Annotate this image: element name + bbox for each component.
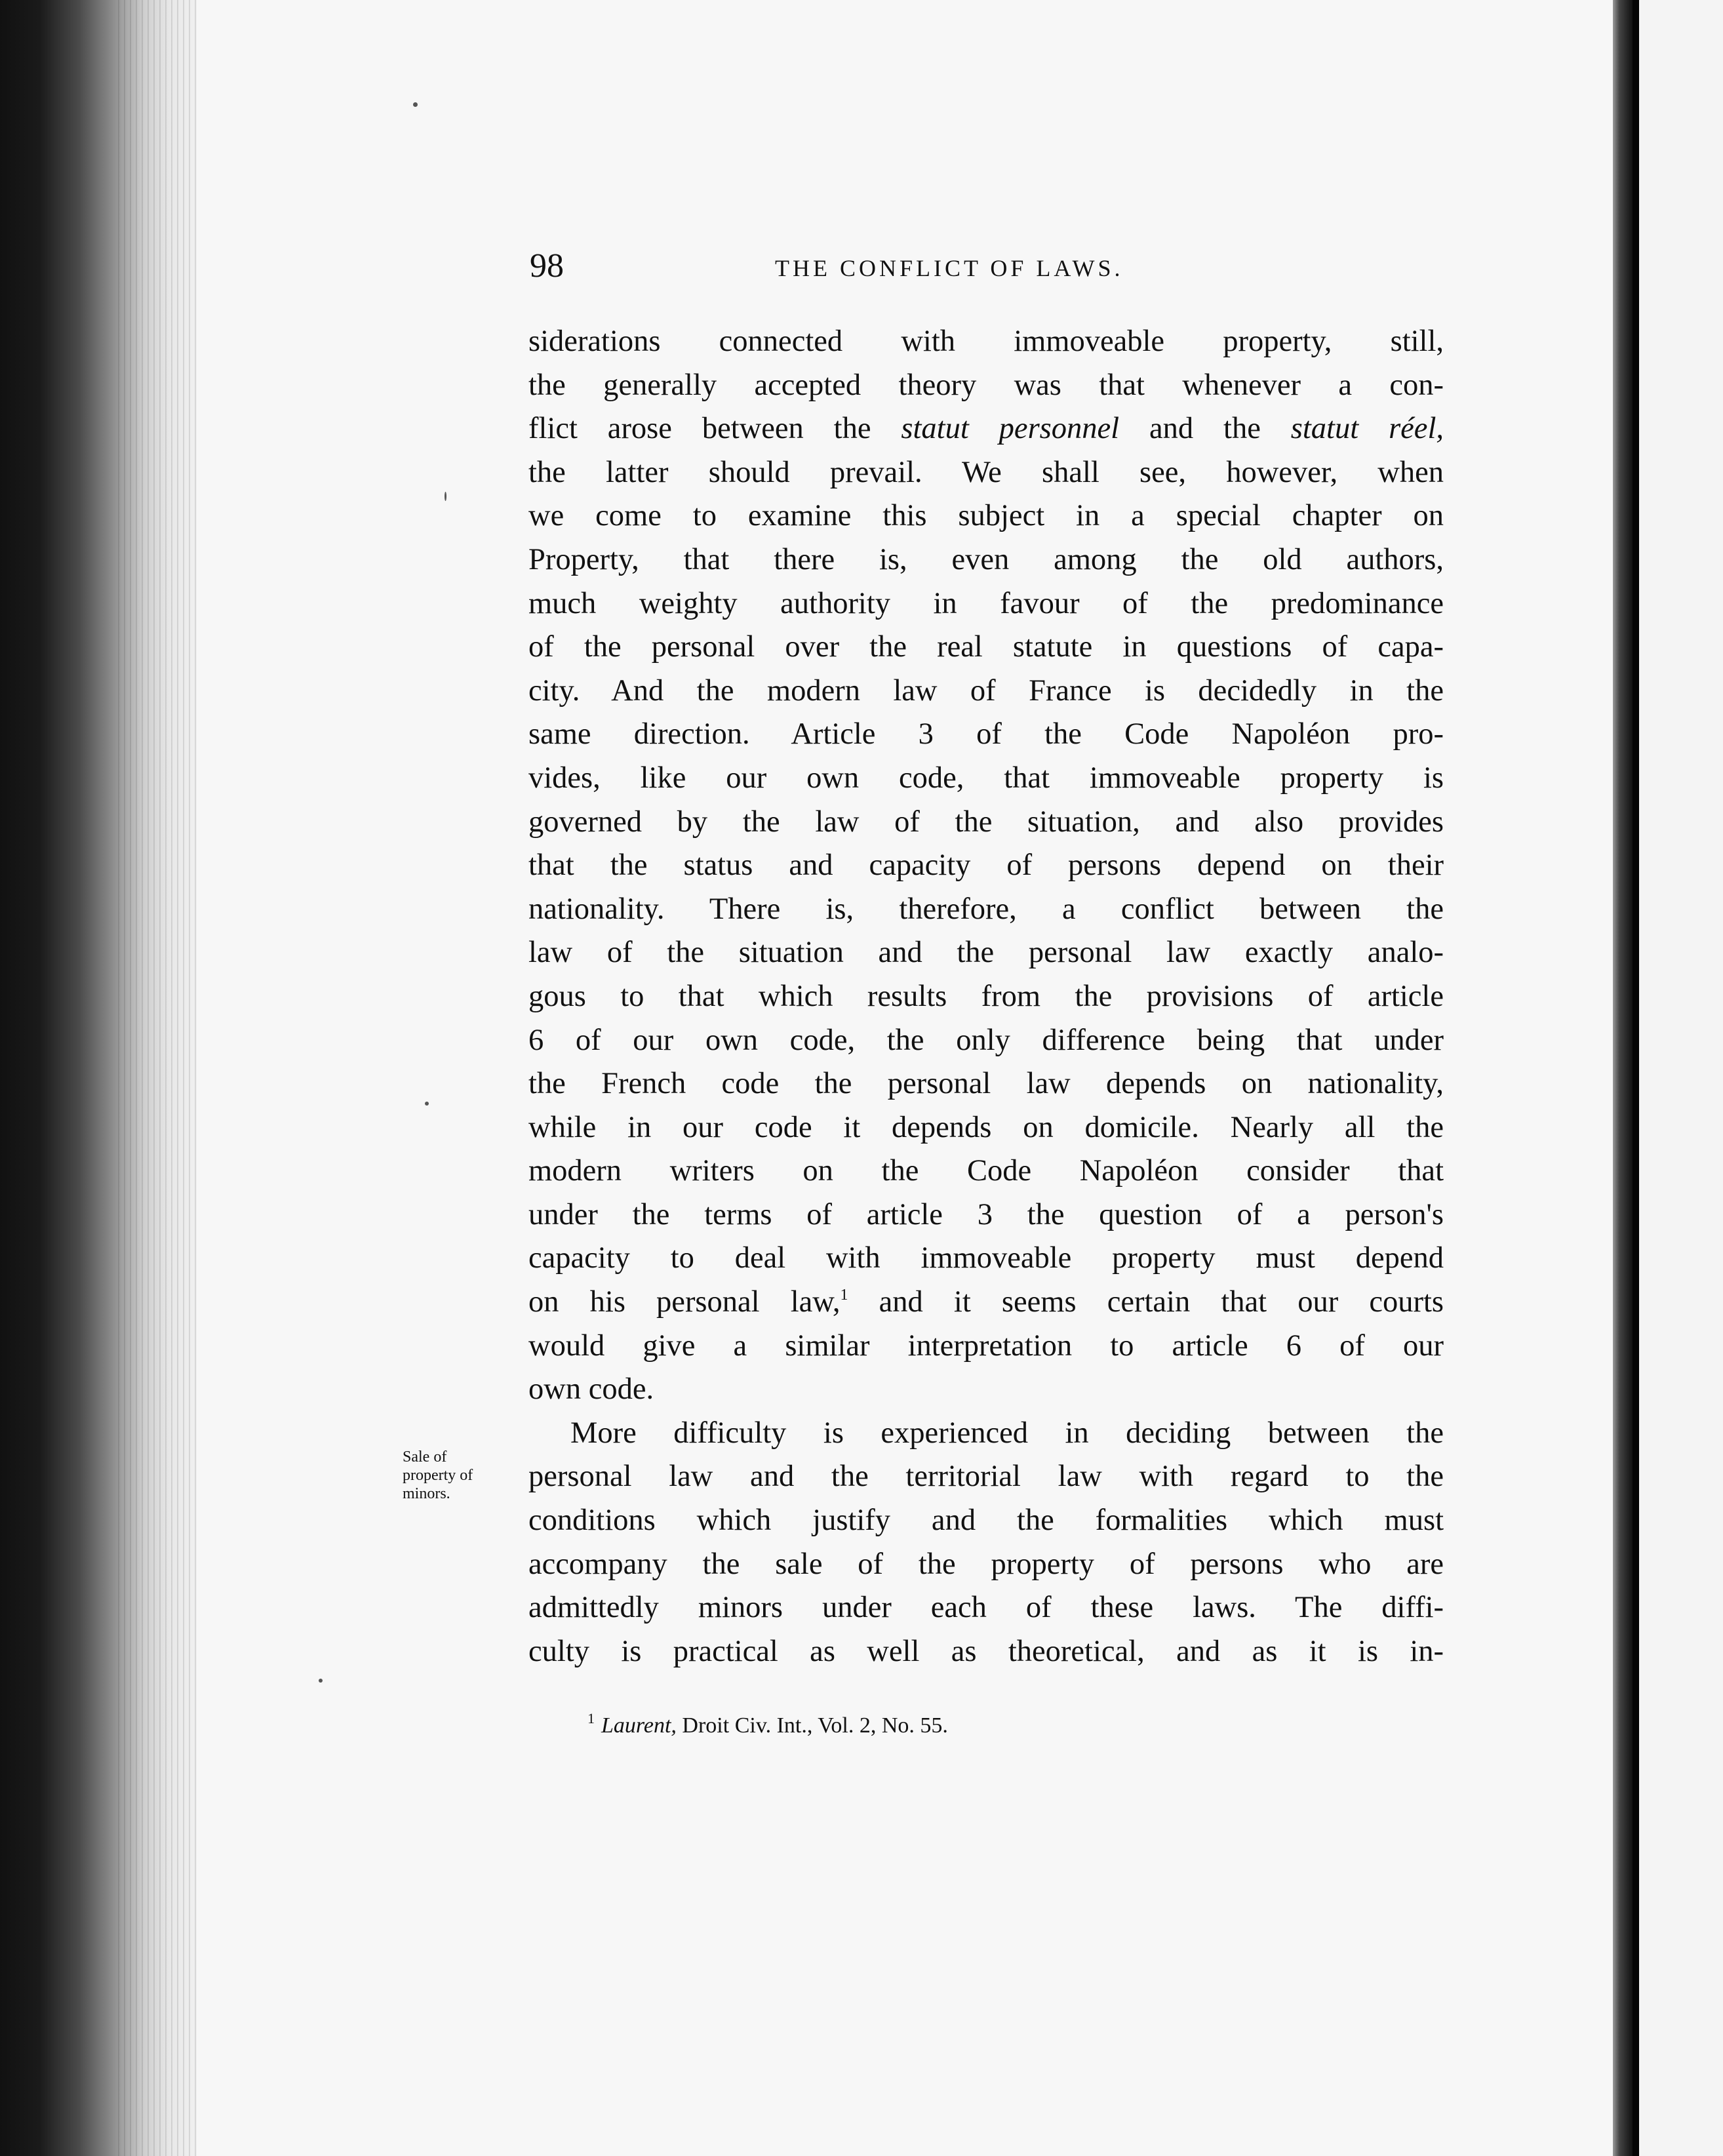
text-line: own code. [528,1372,654,1407]
running-title: THE CONFLICT OF LAWS. [775,255,1124,281]
text-line: the French code the personal law depends on nationality, [528,1067,1444,1101]
text-line [528,1281,1444,1325]
text-line: modern writers on the Code Napoléon consider that [528,1154,1444,1188]
margin-note [403,1448,527,1503]
paper-speck [445,492,446,501]
text-segment: and it seems certain that our courts [879,1285,1444,1319]
margin-note-line: minors. [403,1485,450,1502]
text-line: 6 of our own code, the only difference being that under [528,1023,1444,1057]
paper-speck [413,102,418,107]
text-line: law of the situation and the personal law exactly analo- [528,936,1444,970]
text-line: same direction. Article 3 of the Code Napoléon pro- [528,717,1444,751]
text-segment: flict arose between the [528,412,871,446]
text-segment: on his personal law, [528,1285,841,1319]
italic-term: statut personnel [901,412,1120,446]
text-line: the generally accepted theory was that whenever a con- [528,368,1444,402]
text-line: capacity to deal with immoveable property must depend [528,1241,1444,1275]
text-line: admittedly minors under each of these laws. The diffi- [528,1591,1444,1625]
text-line: Property, that there is, even among the old authors, [528,542,1444,576]
text-line: culty is practical as well as theoretical, and as it is in- [528,1634,1444,1668]
text-line: nationality. There is, therefore, a conflict between the [528,892,1444,926]
footnote-mark: 1 [587,1710,595,1727]
paper-speck [319,1679,323,1683]
text-line: governed by the law of the situation, and also provides [528,805,1444,839]
text-line: under the terms of article 3 the question of a person's [528,1197,1444,1231]
text-line: much weighty authority in favour of the predominance [528,586,1444,620]
footnote-reference: 1 [840,1287,848,1304]
text-line: accompany the sale of the property of persons who are [528,1547,1444,1581]
text-line: vides, like our own code, that immoveable property is [528,761,1444,795]
text-line: gous to that which results from the provisions of article [528,979,1444,1013]
text-line: the latter should prevail. We shall see, however, when [528,455,1444,489]
footnote-author: Laurent, [601,1713,677,1738]
text-line: of the personal over the real statute in questions of capa- [528,630,1444,664]
body-text [528,320,1444,1673]
text-line: while in our code it depends on domicile. Nearly all the [528,1110,1444,1144]
facing-page-sliver [1639,0,1723,2156]
footnote-text: Droit Civ. Int., Vol. 2, No. 55. [682,1713,948,1738]
text-segment: and the [1149,412,1261,446]
margin-note-line: property of [403,1467,473,1484]
text-line: personal law and the territorial law with regard to the [528,1460,1444,1494]
text-line: we come to examine this subject in a special chapter on [528,499,1444,533]
italic-term: statut réel, [1290,412,1444,446]
running-header [530,247,1448,299]
text-line: conditions which justify and the formalities which must [528,1504,1444,1538]
paper-speck [425,1102,429,1106]
text-line: would give a similar interpretation to article 6 of our [528,1328,1444,1363]
paragraph-start-line: More difficulty is experienced in deciding between the [570,1416,1444,1450]
page-number: 98 [530,247,564,285]
page-right-edge [1613,0,1633,2156]
text-line: city. And the modern law of France is decidedly in the [528,673,1444,708]
text-line: that the status and capacity of persons depend on their [528,848,1444,883]
text-line [528,407,1444,451]
margin-note-line: Sale of [403,1448,447,1466]
text-line: siderations connected with immoveable property, still, [528,325,1444,358]
footnote [587,1710,1374,1738]
